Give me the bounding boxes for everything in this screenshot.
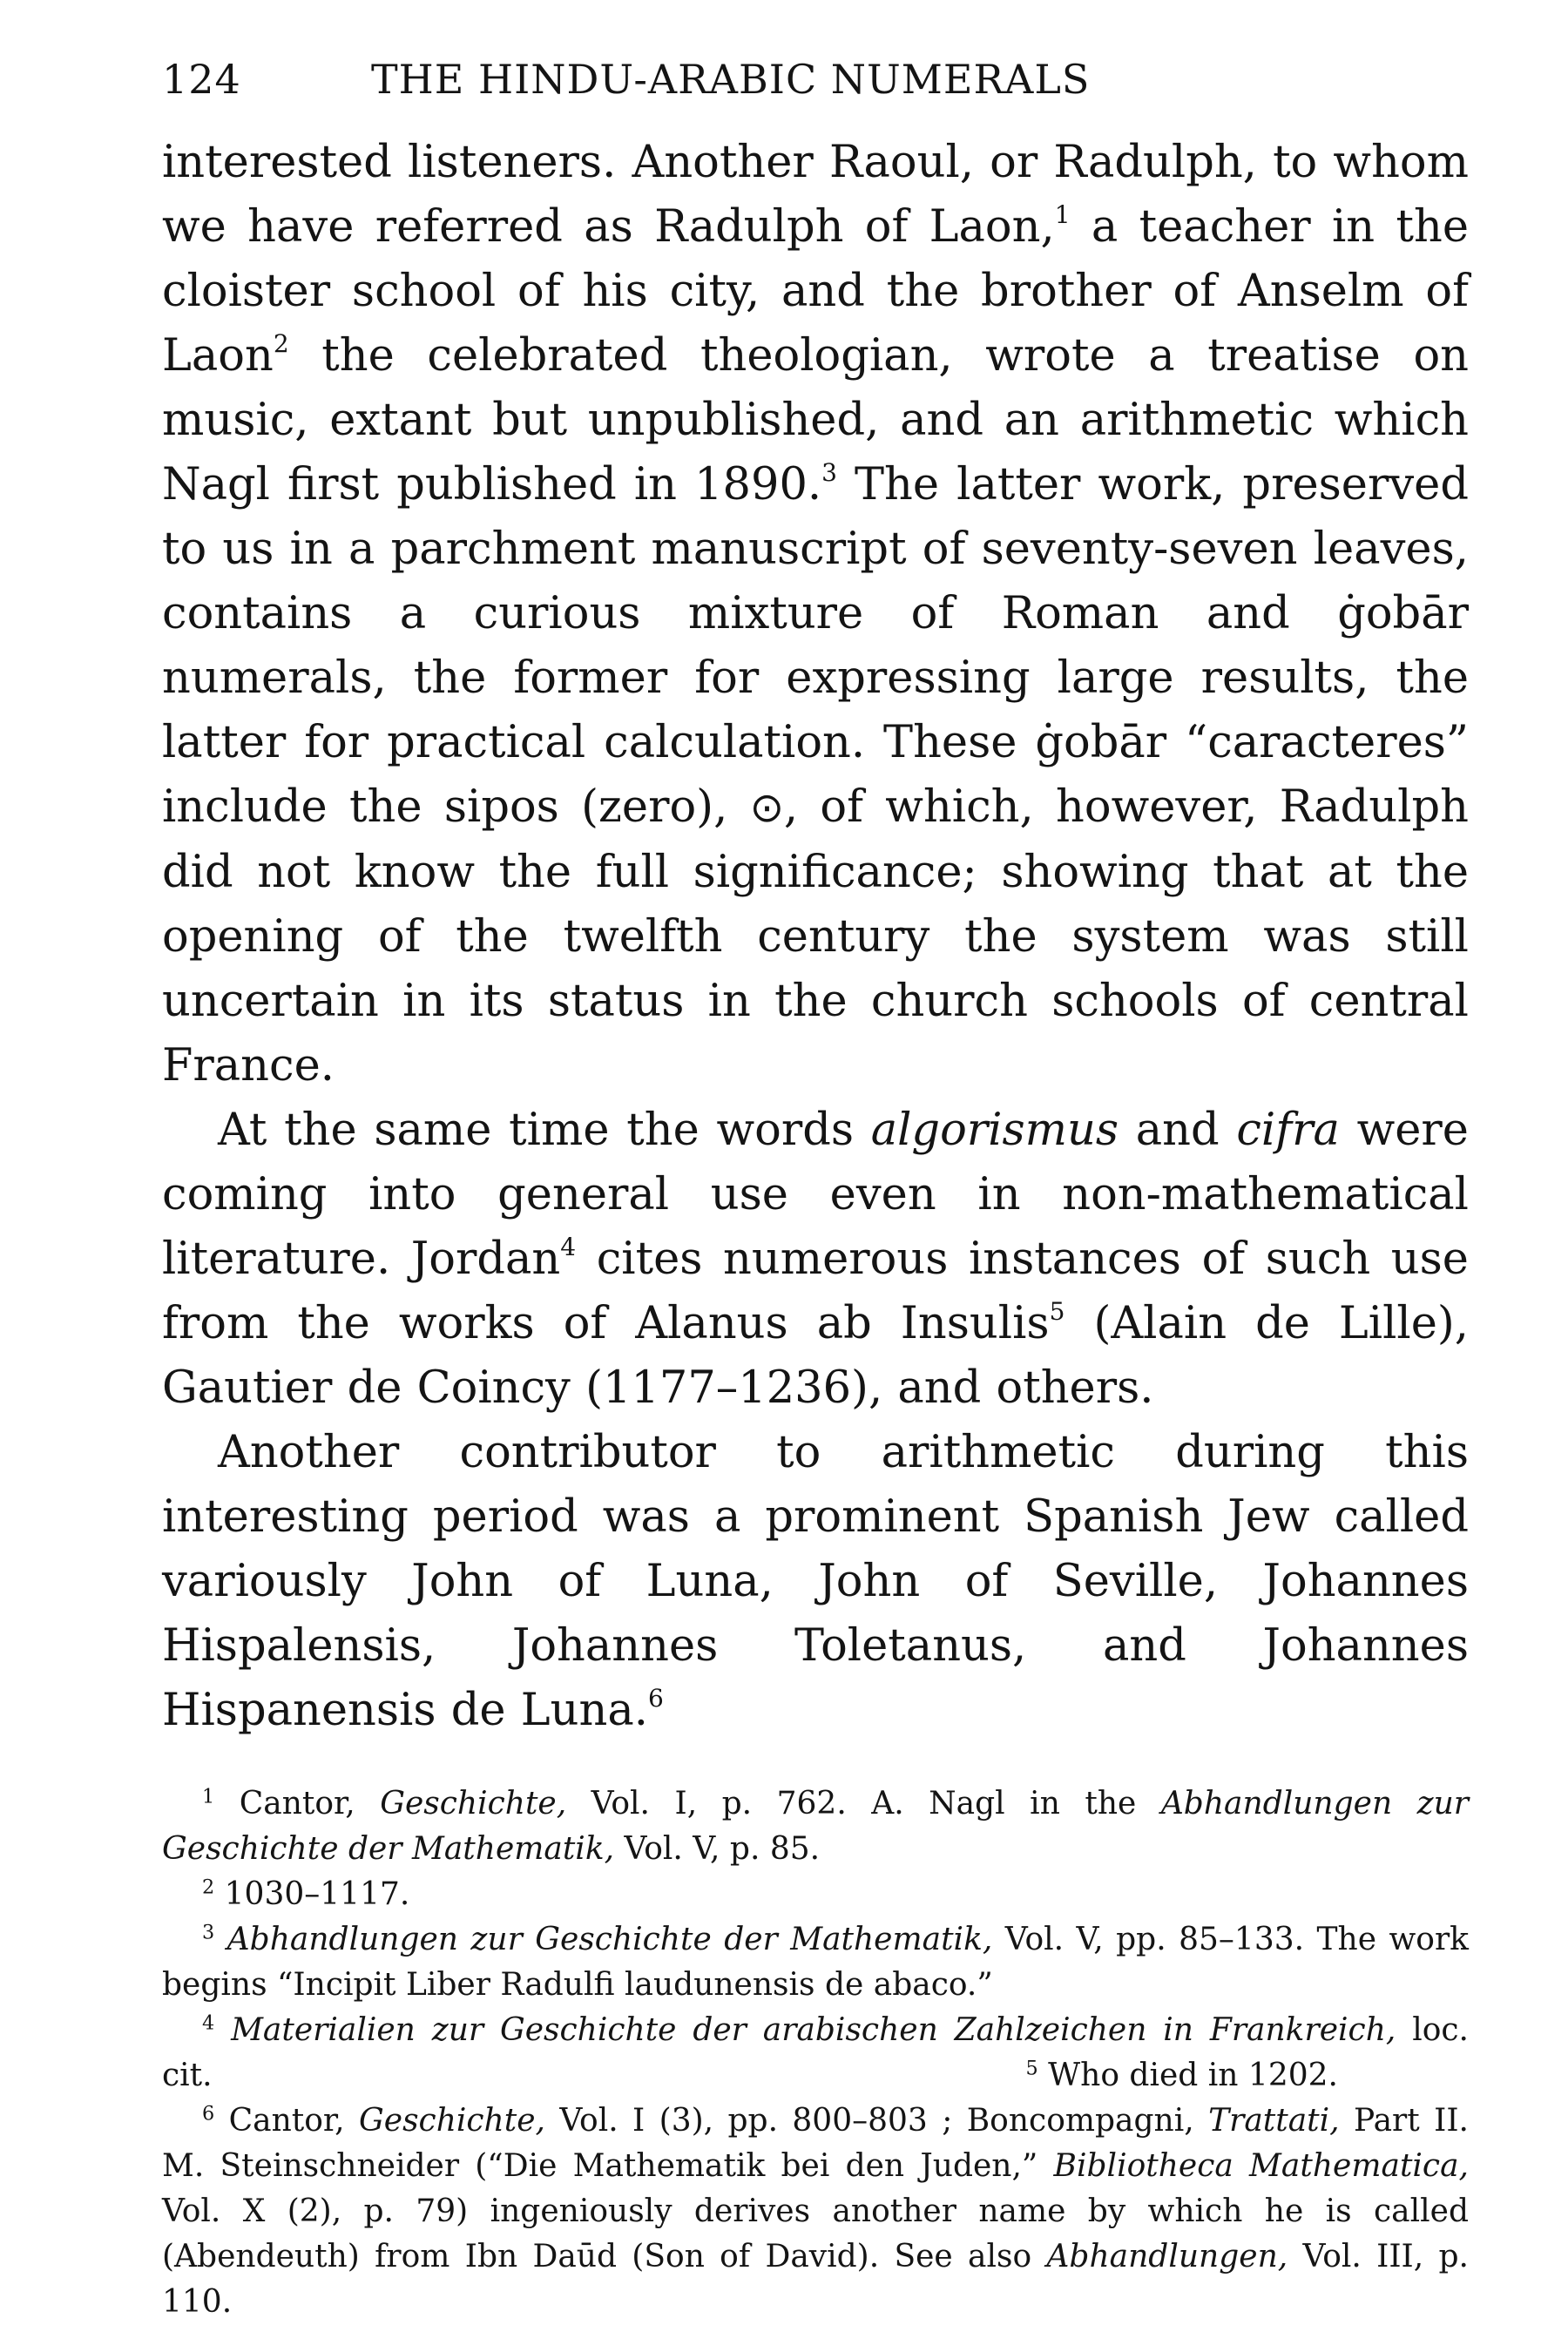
footnote-italic: Geschichte, — [359, 2103, 545, 2139]
footnote-text: Part II. M. Steinschneider (“Die Mathematik bei den Juden,” — [162, 2103, 1470, 2184]
footnote-ref-5: 5 — [1049, 1296, 1065, 1326]
footnote-text: Cantor, — [214, 2103, 359, 2139]
footnote-mark: 6 — [202, 2102, 215, 2126]
footnotes — [162, 1781, 1469, 2325]
book-page — [162, 49, 1469, 2325]
footnote-ref-3: 3 — [821, 457, 837, 487]
footnote-mark: 3 — [202, 1921, 215, 1944]
text-run: the celebrated theologian, wrote a treatise on music, extant but unpublished, and an arithmetic which Nagl first published in 1890. — [162, 330, 1469, 510]
footnote-italic: Materialien zur Geschichte der arabischen Zahlzeichen in Frankreich, — [214, 2012, 1396, 2048]
running-head — [162, 49, 1469, 110]
zero-symbol-icon: ⊙ — [749, 784, 784, 832]
footnote-ref-2: 2 — [273, 328, 289, 358]
footnote-text: loc. cit. — [162, 2012, 1469, 2093]
footnote-ref-4: 4 — [560, 1232, 577, 1261]
text-run: interested listeners. Another Raoul, or Radulph, to whom we have referred as Radulph of Laon, — [162, 137, 1469, 253]
paragraph-2 — [162, 1098, 1469, 1421]
running-title: THE HINDU-ARABIC NUMERALS — [371, 56, 1091, 103]
text-run: were coming into general use even in non-mathematical literature. Jordan — [162, 1105, 1469, 1285]
footnote-mark: 1 — [202, 1785, 215, 1808]
footnote-text: Cantor, — [214, 1786, 381, 1821]
footnote-mark: 5 — [1025, 2057, 1038, 2080]
footnote-ref-6: 6 — [647, 1683, 664, 1713]
footnote-text: Vol. I, p. 762. A. Nagl in the — [566, 1786, 1161, 1821]
footnote-text: Who died in 1202. — [1037, 2058, 1338, 2093]
footnote-3 — [162, 1917, 1469, 2008]
footnote-2 — [162, 1872, 1469, 1917]
footnote-4 — [162, 2008, 1469, 2099]
text-run: Another contributor to arithmetic during this interesting period was a prominent Spanish Jew called variously John of Luna, John of Seville, Johannes Hispalensis, Johannes Toletanus, and Johannes Hispanensis de Luna. — [162, 1427, 1469, 1736]
italic-term: algorismus — [870, 1105, 1119, 1156]
italic-term: cifra — [1236, 1105, 1340, 1156]
footnote-italic: Bibliotheca Mathematica, — [1053, 2148, 1469, 2184]
footnote-text: Vol. V, p. 85. — [614, 1831, 821, 1867]
text-run: and — [1119, 1105, 1237, 1156]
text-run: a teacher in the cloister school of his city, and the brother of Anselm of Laon — [162, 201, 1469, 382]
paragraph-1 — [162, 131, 1469, 1098]
text-run: , of which, however, Radulph did not know the full significance; showing that at the opening of the twelfth century the system was still uncertain in its status in the church schools of central France. — [162, 781, 1469, 1092]
text-run: cites numerous instances of such use from the works of Alanus ab Insulis — [162, 1233, 1469, 1349]
footnote-mark: 4 — [202, 2011, 215, 2035]
footnote-text: Vol. I (3), pp. 800–803 ; Boncompagni, — [544, 2103, 1209, 2139]
footnote-ref-1: 1 — [1054, 199, 1071, 229]
footnote-text: 1030–1117. — [214, 1876, 410, 1912]
text-run: The latter work, preserved to us in a parchment manuscript of seventy-seven leaves, contains a curious mixture of Roman and ġobār numerals, the former for expressing large results, the latter for practical calculation. These ġobār “caracteres” include the sipos (zero), — [162, 459, 1469, 833]
footnote-text: Vol. III, p. 110. — [162, 2239, 1469, 2320]
footnote-5 — [1025, 2053, 1338, 2099]
footnote-text: Vol. X (2), p. 79) ingeniously derives another name by which he is called (Abendeuth) from Ibn Daūd (Son of David). See also — [162, 2193, 1469, 2274]
footnote-italic: Abhandlungen, — [1046, 2239, 1288, 2274]
page-number: 124 — [162, 56, 241, 103]
text-run: At the same time the words — [218, 1105, 871, 1156]
body-text — [162, 131, 1469, 1743]
paragraph-3 — [162, 1421, 1469, 1743]
footnote-text: Vol. V, pp. 85–133. The work begins “Incipit Liber Radulfi laudunensis de abaco.” — [162, 1922, 1469, 2003]
footnote-1 — [162, 1781, 1469, 1872]
footnote-italic: Trattati, — [1208, 2103, 1340, 2139]
footnote-italic: Abhandlungen zur Geschichte der Mathematik, — [214, 1922, 993, 1957]
footnote-6 — [162, 2099, 1469, 2325]
footnote-mark: 2 — [202, 1876, 215, 1899]
text-run: (Alain de Lille), Gautier de Coincy (1177–1236), and others. — [162, 1298, 1469, 1414]
footnote-italic: Abhandlungen zur Geschichte der Mathematik, — [162, 1786, 1470, 1867]
footnote-italic: Geschichte, — [380, 1786, 567, 1821]
